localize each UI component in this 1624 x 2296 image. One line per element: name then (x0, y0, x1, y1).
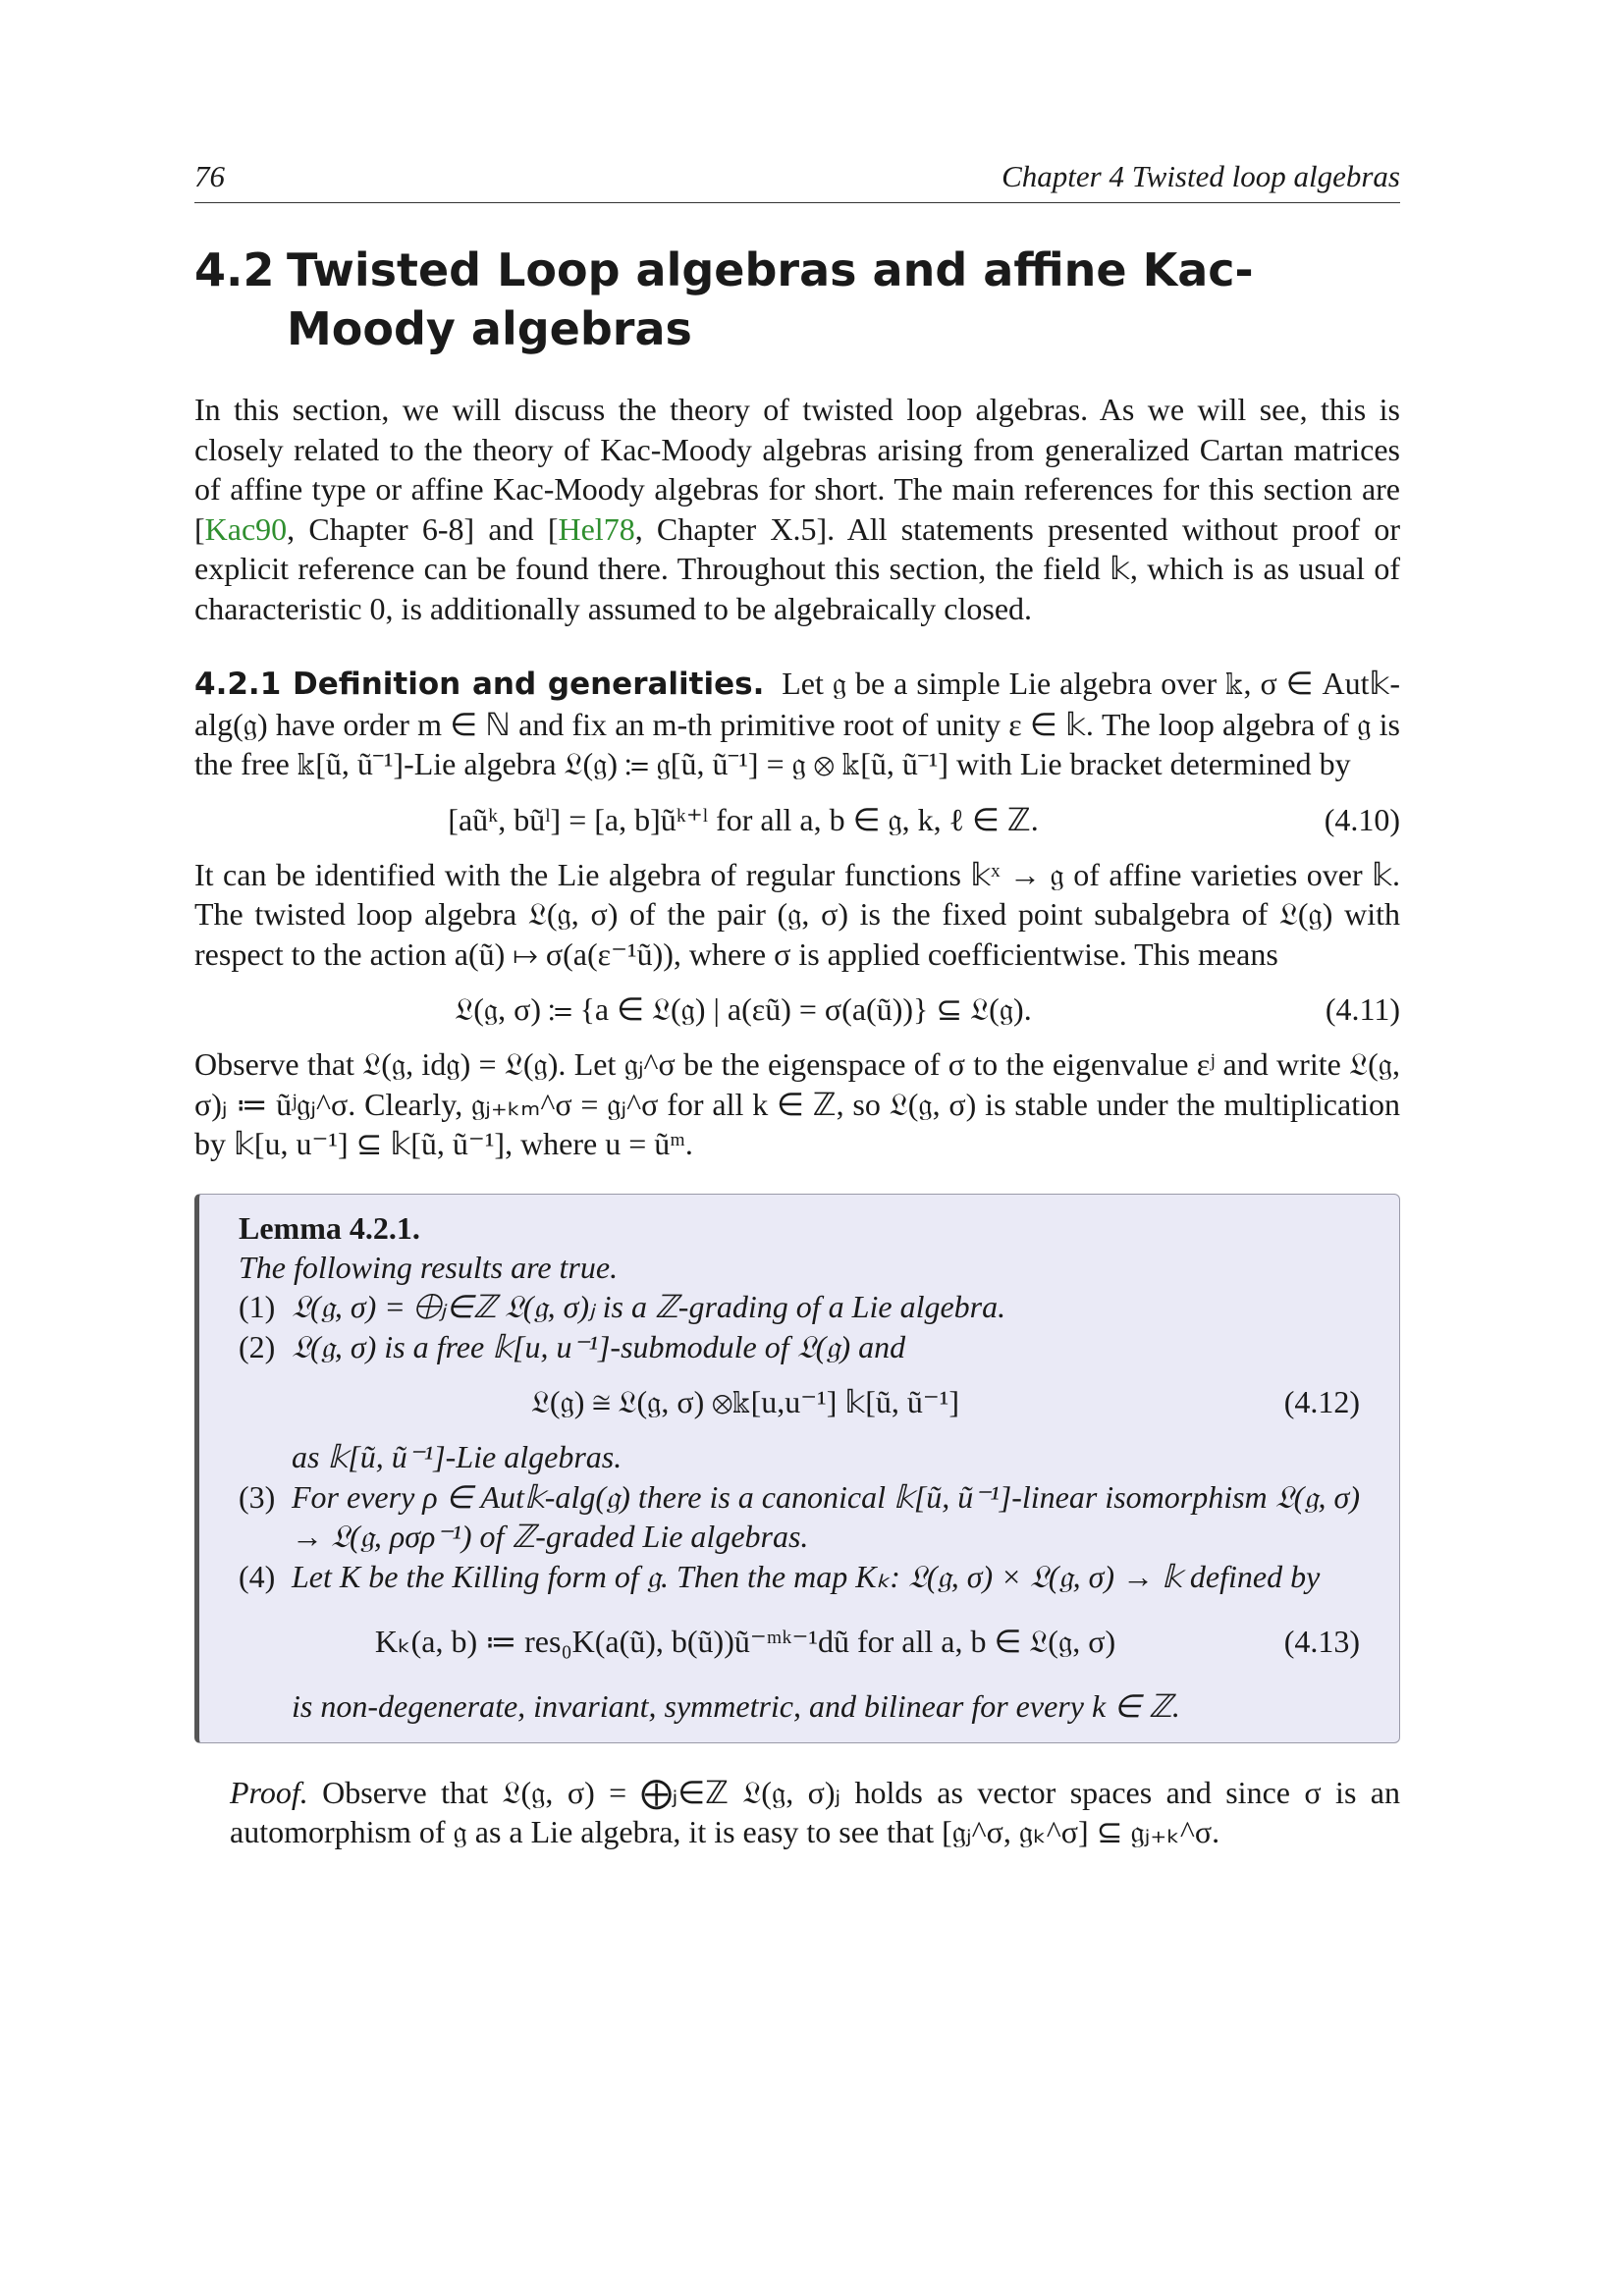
lemma-item-4 (239, 1557, 1360, 1597)
section-number: 4.2 (194, 243, 275, 296)
definition-text: Let 𝔤 be a simple Lie algebra over 𝕜, σ ∈ Aut𝕜-alg(𝔤) have order m ∈ ℕ and fix an m-th primitive root of unity ε ∈ 𝕜. The loop algebra of 𝔤 is the free 𝕜[ũ, ũ⁻¹]-Lie algebra 𝔏(𝔤) ≔ 𝔤[ũ, ũ⁻¹] = 𝔤 ⊗ 𝕜[ũ, ũ⁻¹] with Lie bracket determined by (194, 666, 1400, 781)
twisted-loop-paragraph: It can be identified with the Lie algebra of regular functions 𝕜ˣ → 𝔤 of affine varieties over 𝕜. The twisted loop algebra 𝔏(𝔤, σ) of the pair (𝔤, σ) is the fixed point subalgebra of 𝔏(𝔤) with respect to the action a(ũ) ↦ σ(a(ε⁻¹ũ)), where σ is applied coefficientwise. This means (194, 856, 1400, 972)
page (194, 157, 1400, 1852)
item-text: 𝔏(𝔤, σ) is a free 𝕜[u, u⁻¹]-submodule of 𝔏(𝔤) and (292, 1328, 906, 1364)
intro-text-1: In this section, we will discuss the theory of twisted loop algebras. As we will see, this is closely related to the theory of Kac-Moody algebras arising from generalized Cartan matrices of affine type or affine Kac-Moody algebras for short. The main references for this section are [ (194, 392, 1400, 547)
running-header (194, 157, 1400, 203)
equation-body: [aũᵏ, bũˡ] = [a, b]ũᵏ⁺ˡ for all a, b ∈ 𝔤, k, ℓ ∈ ℤ. (448, 801, 1039, 837)
proof-paragraph (194, 1773, 1400, 1852)
item-text: Let K be the Killing form of 𝔤. Then the map Kₖ: 𝔏(𝔤, σ) × 𝔏(𝔤, σ) → 𝕜 defined by (292, 1558, 1321, 1594)
equation-4-10 (194, 798, 1400, 841)
equation-body: 𝔏(𝔤, σ) ≔ {a ∈ 𝔏(𝔤) | a(εũ) = σ(a(ũ))} ⊆ 𝔏(𝔤). (455, 991, 1032, 1027)
equation-body: Kₖ(a, b) ≔ res₀K(a(ũ), b(ũ))ũ⁻ᵐᵏ⁻¹dũ for all a, b ∈ 𝔏(𝔤, σ) (374, 1624, 1116, 1659)
proof-label: Proof. (230, 1774, 308, 1810)
equation-tag: (4.13) (1283, 1624, 1360, 1659)
lemma-item-2-continuation (239, 1437, 1360, 1477)
intro-text-2: , Chapter 6-8] and [ (287, 510, 559, 547)
citation-link[interactable]: Kac90 (204, 510, 288, 547)
lemma-title: Lemma 4.2.1. (239, 1209, 420, 1246)
equation-tag: (4.11) (1325, 991, 1400, 1027)
item-label: (4) (239, 1558, 276, 1594)
equation-4-11 (194, 988, 1400, 1031)
lemma-box (194, 1194, 1400, 1743)
subsection-heading: 4.2.1 Definition and generalities. (194, 667, 765, 702)
item-text: 𝔏(𝔤, σ) = ⨁ⱼ∈ℤ 𝔏(𝔤, σ)ⱼ is a ℤ-grading of a Lie algebra. (292, 1289, 1006, 1324)
definition-paragraph (194, 664, 1400, 784)
lemma-intro: The following results are true. (239, 1249, 619, 1285)
lemma-item-2 (239, 1327, 1360, 1367)
item-label: (2) (239, 1328, 276, 1364)
item-label: (3) (239, 1478, 276, 1515)
chapter-title: Chapter 4 Twisted loop algebras (1001, 159, 1400, 193)
intro-paragraph (194, 390, 1400, 628)
equation-tag: (4.10) (1324, 801, 1400, 837)
item-text: For every ρ ∈ Aut𝕜-alg(𝔤) there is a canonical 𝕜[ũ, ũ⁻¹]-linear isomorphism 𝔏(𝔤, σ) → 𝔏(𝔤, ρσρ⁻¹) of ℤ-graded Lie algebras. (292, 1478, 1360, 1554)
lemma-item-4-continuation (239, 1686, 1360, 1727)
item-text: as 𝕜[ũ, ũ⁻¹]-Lie algebras. (292, 1439, 623, 1474)
item-label: (1) (239, 1289, 276, 1324)
lemma-item-3 (239, 1477, 1360, 1557)
equation-4-13 (239, 1620, 1360, 1663)
proof-text: Observe that 𝔏(𝔤, σ) = ⨁ⱼ∈ℤ 𝔏(𝔤, σ)ⱼ holds as vector spaces and since σ is an automorphism of 𝔤 as a Lie algebra, it is easy to see that [𝔤ⱼ^σ, 𝔤ₖ^σ] ⊆ 𝔤ⱼ₊ₖ^σ. (230, 1774, 1401, 1849)
section-title: Twisted Loop algebras and affine Kac-Moody algebras (287, 243, 1254, 355)
intro-text-3: , Chapter X.5]. All statements presented without proof or explicit reference can be found there. Throughout this section, the field 𝕜, which is as usual of characteristic 0, is additionally assumed to be algebraically closed. (194, 510, 1400, 626)
lemma-item-1 (239, 1287, 1360, 1327)
equation-tag: (4.12) (1283, 1384, 1360, 1419)
equation-body: 𝔏(𝔤) ≅ 𝔏(𝔤, σ) ⊗𝕜[u,u⁻¹] 𝕜[ũ, ũ⁻¹] (530, 1384, 960, 1419)
citation-link[interactable]: Hel78 (558, 510, 635, 547)
eigenspace-paragraph: Observe that 𝔏(𝔤, id𝔤) = 𝔏(𝔤). Let 𝔤ⱼ^σ be the eigenspace of σ to the eigenvalue εʲ and write 𝔏(𝔤, σ)ⱼ ≔ ũʲ𝔤ⱼ^σ. Clearly, 𝔤ⱼ₊ₖₘ^σ = 𝔤ⱼ^σ for all k ∈ ℤ, so 𝔏(𝔤, σ) is stable under the multiplication by 𝕜[u, u⁻¹] ⊆ 𝕜[ũ, ũ⁻¹], where u = ũᵐ. (194, 1046, 1400, 1161)
item-text: is non-degenerate, invariant, symmetric, and bilinear for every k ∈ ℤ. (292, 1688, 1180, 1724)
section-heading (194, 240, 1400, 358)
equation-4-12 (239, 1380, 1360, 1423)
page-number: 76 (194, 159, 225, 193)
